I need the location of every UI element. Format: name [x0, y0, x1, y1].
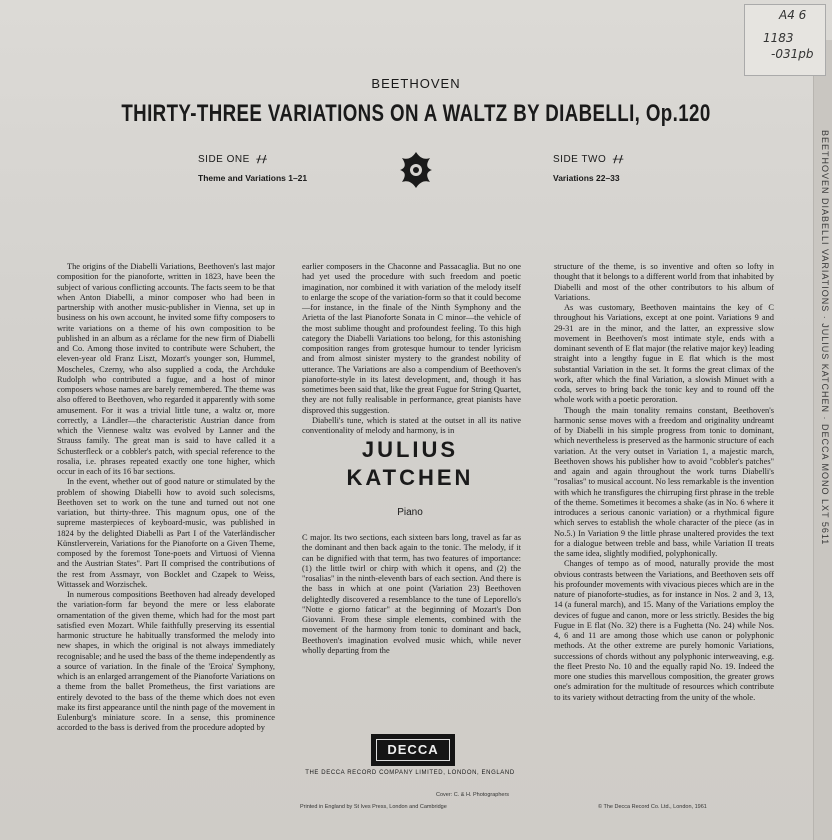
- work-title: THIRTY-THREE VARIATIONS ON A WALTZ BY DIABELLI, Op.120: [121, 100, 711, 127]
- handwritten-note: [744, 4, 826, 76]
- notes-paragraph: structure of the theme, is so inventive and often so lofty in thought that it belongs to a different world from that inhabited by Diabelli and most of the other contributors to his album of Variations.: [554, 262, 774, 302]
- spine-text: BEETHOVEN DIABELLI VARIATIONS · JULIUS KATCHEN · DECCA MONO LXT 5611: [820, 130, 830, 546]
- notes-paragraph: In the event, whether out of good nature or stimulated by the problem of showing Diabelli how to avoid such solecisms, Beethoven set to work on the tune and turned out not one variation, but thirty-three. This magnum opus, one of the supreme masterpieces of keyboard-music, was published in 1824 by the delighted Diabelli as Part I of the Vaterländischer Künstlerverein, Variations for the Pianoforte on a Given Theme, composed by the foremost Tone-poets and Virtuosi of Vienna and the Austrian States". Part II comprised the contributions of the rest from Assmayr, von Bocklet and Czapek to Weiss, Wittassek and Worzischek.: [57, 477, 275, 589]
- record-company: THE DECCA RECORD COMPANY LIMITED, LONDON, ENGLAND: [305, 770, 515, 776]
- ornament-icon: [394, 148, 438, 192]
- notes-paragraph: As was customary, Beethoven maintains the key of C throughout his Variations, except at one point. Variations 9 and 29-31 are in the minor, and the latter, an expressive slow movement in Beethoven's most intimate style, ends with a dominant seventh of E flat major (the relative major key) leading straight into a lengthy fugue in E flat which is the most substantial Variation in the set. It forms the great climax of the work, after which the final Variation, a slowish Minuet with a coda, serves to bring back the tonic key and to round off the whole work with a poetic peroration.: [554, 303, 774, 405]
- notes-column-3: [554, 262, 774, 703]
- composer-name: BEETHOVEN: [371, 76, 461, 91]
- notes-column-2-bottom: [302, 533, 521, 656]
- handwritten-line-1: A4 6: [779, 8, 807, 22]
- side-two-label: SIDE TWO ᚋᚋ: [553, 154, 624, 165]
- decca-logo: [371, 734, 455, 766]
- notes-paragraph: The origins of the Diabelli Variations, Beethoven's last major composition for the pianoforte, written in 1823, have been the subject of various conflicting accounts. The facts seem to be that when Anton Diabelli, a minor composer who had been in partnership with another music-publisher in Vienna, set up in business on his own account, he invited some fifty composers to write variations on a theme of his own composition to be published in an album as a réclame for the new firm of Diabelli and Co. Among those invited to contribute were Schubert, the eleven-year old Franz Liszt, Mozart's younger son, Hummel, Moscheles, Czerny, who also supplied a coda, the Archduke Rudolph who contributed a fugue, and a host of minor composers whose names are barely remembered. The theme was also offered to Beethoven, who regarded it apparently with some amusement. For it was a trivial little tune, a waltz or, more correctly, a Ländler—the characteristic Austrian dance from which the Viennese waltz was evolved by Lanner and the Strauss family. The great man is said to have called it a Schusterfleck or a cobbler's patch, with special reference to the rosalia, i.e. phrases repeated exactly one tone higher, which occur in each of its 16 bar sections.: [57, 262, 275, 476]
- sleeve-spine: [813, 40, 832, 840]
- notes-paragraph: Diabelli's tune, which is stated at the outset in all its native conventionality of melody and harmony, is in: [302, 415, 521, 435]
- performer-first-name: JULIUS: [361, 437, 459, 462]
- notes-paragraph: C major. Its two sections, each sixteen bars long, travel as far as the dominant and then back again to the tonic. The melody, if it can be dignified with that term, has two features of importance: (1) the little twirl or chirp with which it opens, and (2) the "rosalias" in the ninth-eleventh bars of each section. And there is the bass in which at one point (Variation 23) Beethoven delightedly discovered a resemblance to the tune of Leporello's "Notte e giorno faticar" at the beginning of Mozart's Don Giovanni. From these simple elements, combined with the movement of the harmony from tonic to dominant and back, Beethoven's imagination evolved music which, while never wholly departing from the: [302, 533, 521, 655]
- side-one-mark: ᚋᚋ: [256, 154, 268, 165]
- decca-logo-text: DECCA: [376, 739, 450, 761]
- notes-paragraph: earlier composers in the Chaconne and Passacaglia. But no one had yet used the procedure with such freedom and poetic imagination, nor combined it with variation of the melody itself to enlarge the scope of the variation-form so that it could become—for instance, in the finale of the Ninth Symphony and the Arietta of the last Pianoforte Sonata in C minor—the vehicle of the most sublime thought and profoundest feeling. To this high category the Diabelli Variations too belong, for this astonishing composition ranges from grotesque humour to tender lyricism and from almost sinister mystery to the grandest nobility of utterance. The Variations are also a compendium of Beethoven's pianoforte-style in its latest development, and, though it has sometimes been said that, like the great Fugue for String Quartet, they are not fully realisable in performance, great pianists have disproved this suggestion.: [302, 262, 521, 415]
- performer-instrument: Piano: [397, 507, 423, 518]
- photo-credit: Cover: C. & H. Photographers: [436, 792, 510, 798]
- notes-column-2-top: [302, 262, 521, 436]
- side-two-content: Variations 22–33: [553, 173, 620, 183]
- side-two-mark: ᚋᚋ: [612, 154, 624, 165]
- handwritten-line-2: 1183: [763, 31, 794, 45]
- printer-credit: Printed in England by St Ives Press, London and Cambridge: [300, 804, 447, 810]
- performer-name: [300, 436, 520, 492]
- notes-column-1: [57, 262, 275, 734]
- copyright-notice: © The Decca Record Co. Ltd., London, 1961: [598, 804, 707, 810]
- notes-paragraph: Changes of tempo as of mood, naturally provide the most obvious contrasts between the Variations, and Beethoven sets off his profounder movements with vivacious pieces which are in the nature of pianoforte-studies, as for instance in Nos. 2 and 3, 13, 14 (a funeral march), and 15. Many of the Variations employ the devices of fugue and canon, more or less strictly. Besides the big Fugue in E flat (No. 32) there is a Fughetta (No. 24) while Nos. 4, 6 and 11 are among those which use canon or polyphonic methods. At the other extreme are purely homonic Variations, successions of chords without any polyphonic interweaving, e.g. the fleet Presto No. 10 and the equally rapid No. 19. Indeed the more one studies this marvellous composition, the greater grows one's admiration for the multitude of resources which contribute to its variety without detracting from the unity of the whole.: [554, 559, 774, 702]
- side-one-content: Theme and Variations 1–21: [198, 173, 308, 183]
- notes-paragraph: In numerous compositions Beethoven had already developed the variation-form far beyond the mere or less elaborate ornamentation of the given theme, which had for the most part satisfied even Mozart. While faithfully preserving its essential harmonic structure he habitually transformed the melody into new shapes, in which the original is not always immediately recognisable; and he used the bass of the theme independently as a source of variation. In the finale of the 'Eroica' Symphony, which is an enlarged arrangement of the Pianoforte Variations on a theme from the ballet Prometheus, the first variations are entirely devoted to the bass of the theme which does not even make its first appearance until the ninth page of the movement in Eulenburg's miniature score. In a sense, this prominence accorded to the bass is derived from the procedure adopted by: [57, 590, 275, 733]
- performer-last-name: KATCHEN: [346, 465, 474, 490]
- handwritten-line-3: -031pb: [771, 47, 814, 61]
- side-one-label: SIDE ONE ᚋᚋ: [198, 154, 268, 165]
- notes-paragraph: Though the main tonality remains constant, Beethoven's harmonic sense moves with a freedom and originality undreamt of by Diabelli in his simple progress from tonic to dominant, which nevertheless is preserved as the harmonic structure of each variation. At the very outset in Variation 1, a majestic march, Beethoven shows his publisher how to avoid "cobbler's patches" and again and again throughout the work turns Diabelli's "rosalias" to musical account. No less remarkable is the invention with which he transfigures the chirruping first phrase in the treble of the theme. Sometimes it becomes a shake (as in No. 6 where it introduces a serious canonic variation) or a rhythmical figure which serves to establish the whole character of the piece (as in No.5.) In Variation 9 the little phrase unaltered provides the text for a dialogue between treble and bass, while Variation II treats the same idea, slightly modified, polyphonically.: [554, 405, 775, 558]
